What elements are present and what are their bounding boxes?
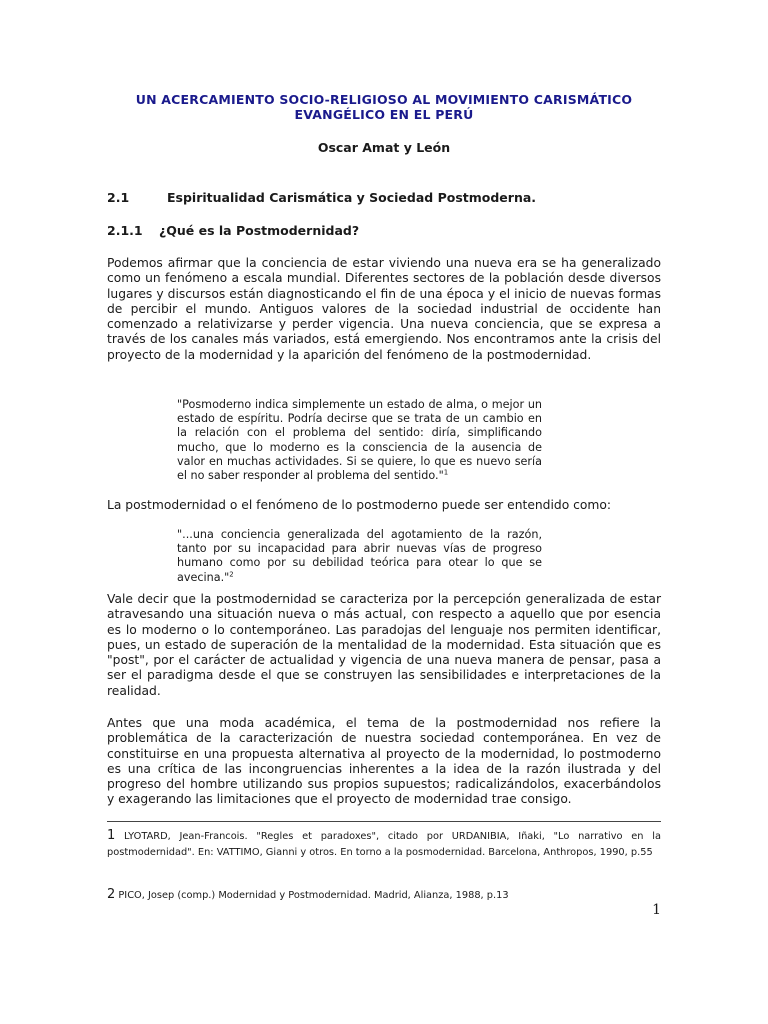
footnote-ref-1[interactable]: 1: [443, 468, 449, 477]
document-title: [100, 92, 668, 122]
footnote-1-text: LYOTARD, Jean-Francois. "Regles et paradoxes", citado por URDANIBIA, Iñaki, "Lo narrativo en la postmodernidad". En: VATTIMO, Gianni y otros. En torno a la posmodernidad. Barcelona, Anthropos, 1990, p.55: [107, 831, 661, 858]
block-quote-2: [177, 528, 542, 585]
footnote-separator: [107, 821, 661, 822]
subsection-number: 2.1.1: [107, 223, 143, 238]
footnote-2-number: 2: [107, 887, 116, 902]
subsection-title: ¿Qué es la Postmodernidad?: [159, 223, 360, 238]
body-paragraph-1: Podemos afirmar que la conciencia de estar viviendo una nueva era se ha generalizado como un fenómeno a escala mundial. Diferentes sectores de la población desde diversos lugares y discursos están diagnosticando el fin de una época y el inicio de nuevas formas de percibir el mundo. Antiguos valores de la sociedad industrial de occidente han comenzado a relativizarse y perder vigencia. Una nueva conciencia, que se expresa a través de los canales más variados, está emergiendo. Nos encontramos ante la crisis del proyecto de la modernidad y la aparición del fenómeno de la postmodernidad.: [107, 256, 661, 362]
title-line-2: EVANGÉLICO EN EL PERÚ: [294, 107, 474, 122]
footnote-ref-2[interactable]: 2: [229, 569, 234, 578]
block-quote-1: [177, 398, 542, 483]
author-name: Oscar Amat y León: [317, 140, 451, 155]
footnote-2: [107, 887, 661, 904]
footnote-2-text: PICO, Josep (comp.) Modernidad y Postmodernidad. Madrid, Alianza, 1988, p.13: [115, 890, 509, 901]
page-number: 1: [652, 902, 661, 918]
block-quote-2-text: "...una conciencia generalizada del agotamiento de la razón, tanto por su incapacidad para abrir nuevas vías de progreso humano como por su debilidad teórica para otear lo que se avecina.": [177, 528, 542, 584]
body-paragraph-4: Antes que una moda académica, el tema de la postmodernidad nos refiere la problemática de la caracterización de nuestra sociedad contemporánea. En vez de constituirse en una propuesta alternativa al proyecto de la modernidad, lo postmoderno es una crítica de las incongruencias inherentes a la idea de la razón ilustrada y del progreso del hombre utilizando sus propios supuestos; radicalizándolos, exacerbándolos y exagerando las limitaciones que el proyecto de modernidad trae consigo.: [107, 716, 661, 807]
body-paragraph-2: La postmodernidad o el fenómeno de lo postmoderno puede ser entendido como:: [107, 498, 612, 512]
footnote-1-number: 1: [107, 828, 116, 843]
subsection-heading: [107, 223, 359, 238]
title-line-1: UN ACERCAMIENTO SOCIO-RELIGIOSO AL MOVIMIENTO CARISMÁTICO: [135, 92, 633, 107]
section-number: 2.1: [107, 190, 130, 205]
section-title: Espiritualidad Carismática y Sociedad Postmoderna.: [167, 190, 537, 205]
block-quote-1-text: "Posmoderno indica simplemente un estado de alma, o mejor un estado de espíritu. Podría decirse que se trata de un cambio en la relación con el problema del sentido: diría, simplificando mucho, que lo moderno es la consciencia de la ausencia de valor en muchas actividades. Si se quiere, lo que es nuevo sería el no saber responder al problema del sentido.": [177, 398, 542, 483]
section-heading: [107, 190, 536, 205]
footnote-1: [107, 828, 661, 861]
body-paragraph-3: Vale decir que la postmodernidad se caracteriza por la percepción generalizada de estar atravesando una situación nueva o más actual, con respecto a aquello que por esencia es lo moderno o lo contemporáneo. Las paradojas del lenguaje nos permiten identificar, pues, un estado de superación de la mentalidad de la modernidad. Esta situación que es "post", por el carácter de actualidad y vigencia de una nueva manera de pensar, pasa a ser el paradigma desde el que se construyen las sensibilidades e interpretaciones de la realidad.: [107, 592, 661, 698]
